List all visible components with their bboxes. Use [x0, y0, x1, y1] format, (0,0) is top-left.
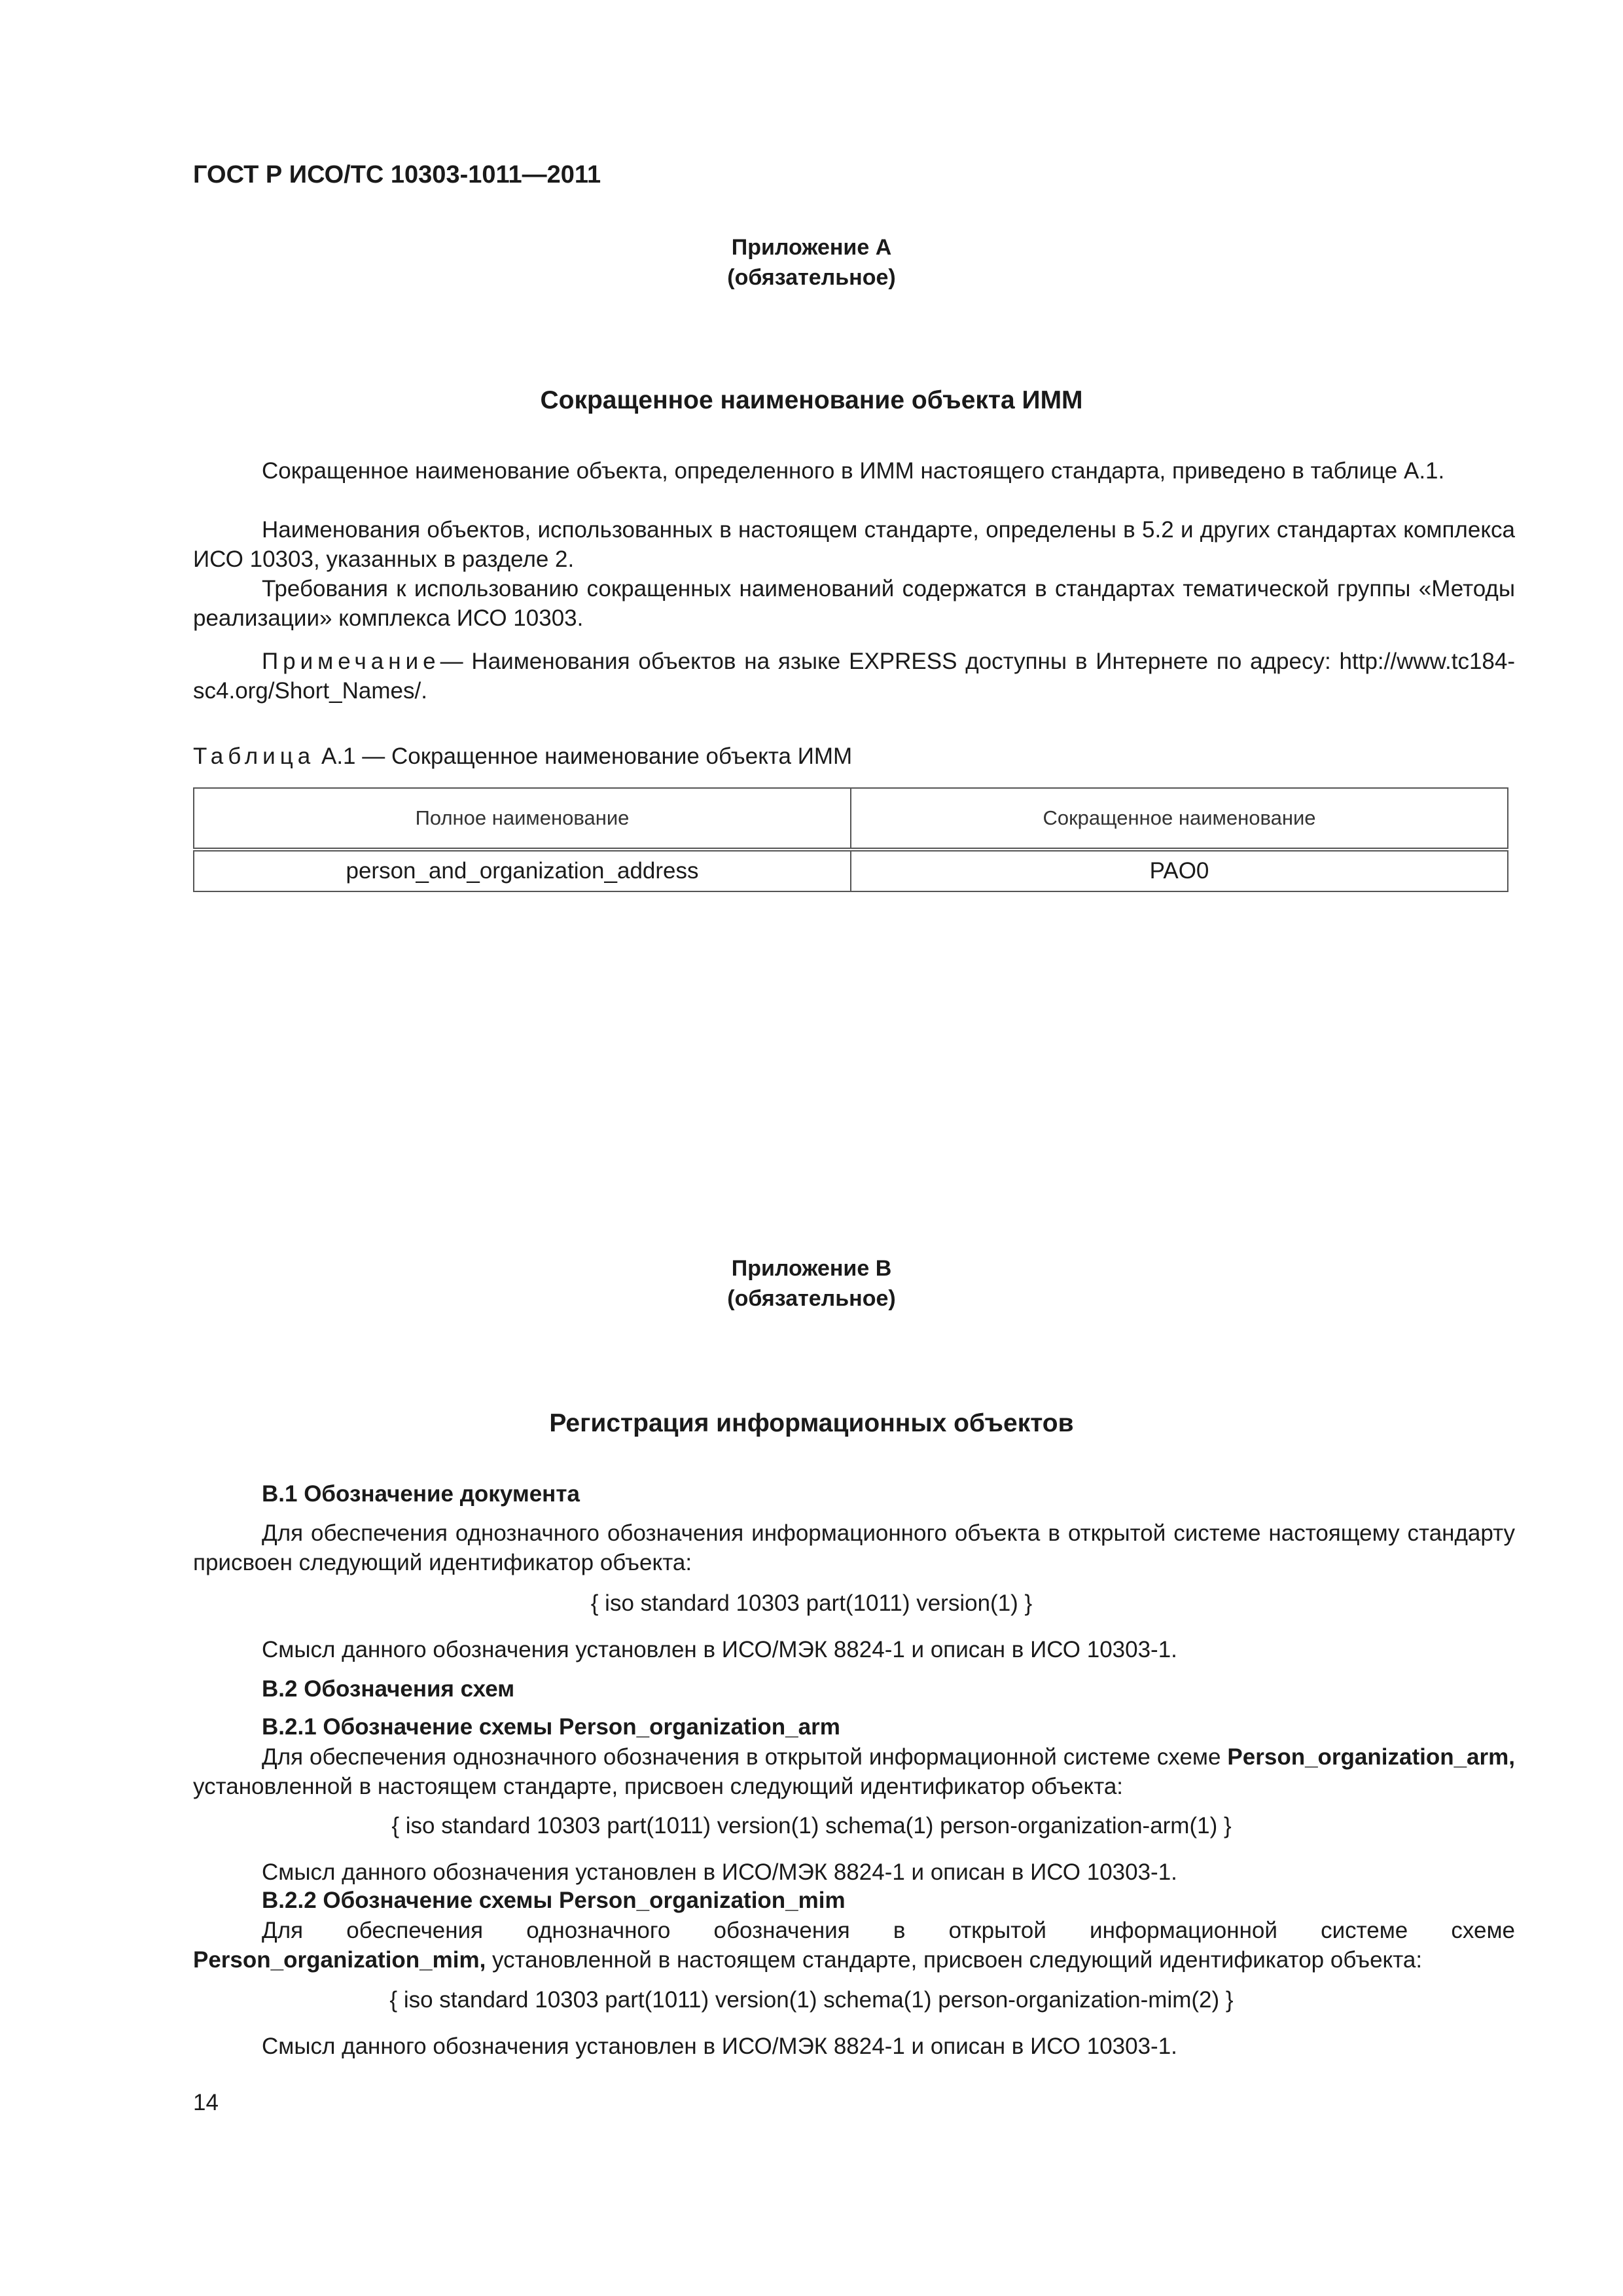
section-b22-schema-name: Person_organization_mim,: [193, 1947, 486, 1973]
note-text: — Наименования объектов на языке EXPRESS доступны в Интернете по адресу: http://www.tc184-sc4.org/Short_Names/.: [193, 649, 1515, 704]
section-b22-meaning: Смысл данного обозначения установлен в ИСО/МЭК 8824-1 и описан в ИСО 10303-1.: [262, 2034, 1177, 2059]
table-header-short-name: Сокращенное наименование: [851, 788, 1508, 850]
appendix-b-label: Приложение В: [731, 1256, 892, 1281]
section-b21-formula: { iso standard 10303 part(1011) version(1) schema(1) person-organization-arm(1) }: [391, 1813, 1232, 1839]
section-b1-text: Для обеспечения однозначного обозначения информационного объекта в открытой системе настоящему стандарту присвоен следующий идентификатор объекта:: [193, 1520, 1515, 1575]
section-b1-formula: { iso standard 10303 part(1011) version(1) }: [590, 1590, 1033, 1616]
appendix-b-status: (обязательное): [727, 1286, 896, 1311]
section-b1-heading: В.1 Обозначение документа: [262, 1481, 580, 1507]
section-b2-heading: В.2 Обозначения схем: [262, 1676, 515, 1702]
section-b21-text-after: установленной в настоящем стандарте, присвоен следующий идентификатор объекта:: [193, 1774, 1124, 1799]
section-b22-heading: В.2.2 Обозначение схемы Person_organization_mim: [262, 1888, 846, 1913]
appendix-a-paragraph-2: Наименования объектов, использованных в настоящем стандарте, определены в 5.2 и других стандартах комплекса ИСО 10303, указанных в разделе 2.: [193, 517, 1515, 572]
section-b21-meaning: Смысл данного обозначения установлен в ИСО/МЭК 8824-1 и описан в ИСО 10303-1.: [262, 1859, 1177, 1885]
table-header-row: [194, 788, 1508, 850]
table-caption: [193, 744, 852, 770]
section-b22-formula: { iso standard 10303 part(1011) version(1) schema(1) person-organization-mim(2) }: [389, 1987, 1234, 2013]
document-code: ГОСТ Р ИСО/ТС 10303-1011—2011: [193, 161, 601, 188]
section-b21-schema-name: Person_organization_arm,: [1227, 1744, 1515, 1770]
appendix-a-title: [0, 232, 1623, 293]
appendix-a-note: [193, 647, 1515, 706]
appendix-a-label: Приложение А: [731, 235, 892, 260]
appendix-a-heading: Сокращенное наименование объекта ИММ: [540, 386, 1083, 414]
appendix-a-paragraph-3: Требования к использованию сокращенных наименований содержатся в стандартах тематической группы «Методы реализации» комплекса ИСО 10303.: [193, 576, 1515, 631]
section-b22-text: [193, 1916, 1515, 1975]
section-b22-text-after: установленной в настоящем стандарте, присвоен следующий идентификатор объекта:: [486, 1947, 1423, 1973]
table-label: Таблица: [193, 744, 315, 769]
table-caption-text: А.1 — Сокращенное наименование объекта ИММ: [321, 744, 853, 769]
page-number: 14: [193, 2090, 219, 2115]
section-b21-text: [193, 1742, 1515, 1801]
section-b21-heading: В.2.1 Обозначение схемы Person_organization_arm: [262, 1714, 840, 1740]
table-cell-short-name: PAO0: [851, 850, 1508, 891]
appendix-b-title: [0, 1253, 1623, 1314]
short-names-table: [193, 787, 1508, 892]
table-cell-full-name: person_and_organization_address: [194, 850, 851, 891]
section-b22-text-before: Для обеспечения однозначного обозначения в открытой информационной системе схеме: [262, 1918, 1515, 1943]
table-header-full-name: Полное наименование: [194, 788, 851, 850]
appendix-a-paragraph-1: Сокращенное наименование объекта, определенного в ИММ настоящего стандарта, приведено в таблице А.1.: [262, 458, 1445, 484]
appendix-a-status: (обязательное): [727, 265, 896, 290]
section-b21-text-before: Для обеспечения однозначного обозначения в открытой информационной системе схеме: [262, 1744, 1228, 1770]
table-row: [194, 850, 1508, 891]
note-label: Примечание: [262, 649, 440, 674]
appendix-b-heading: Регистрация информационных объектов: [549, 1409, 1074, 1437]
section-b1-meaning: Смысл данного обозначения установлен в ИСО/МЭК 8824-1 и описан в ИСО 10303-1.: [262, 1637, 1177, 1662]
